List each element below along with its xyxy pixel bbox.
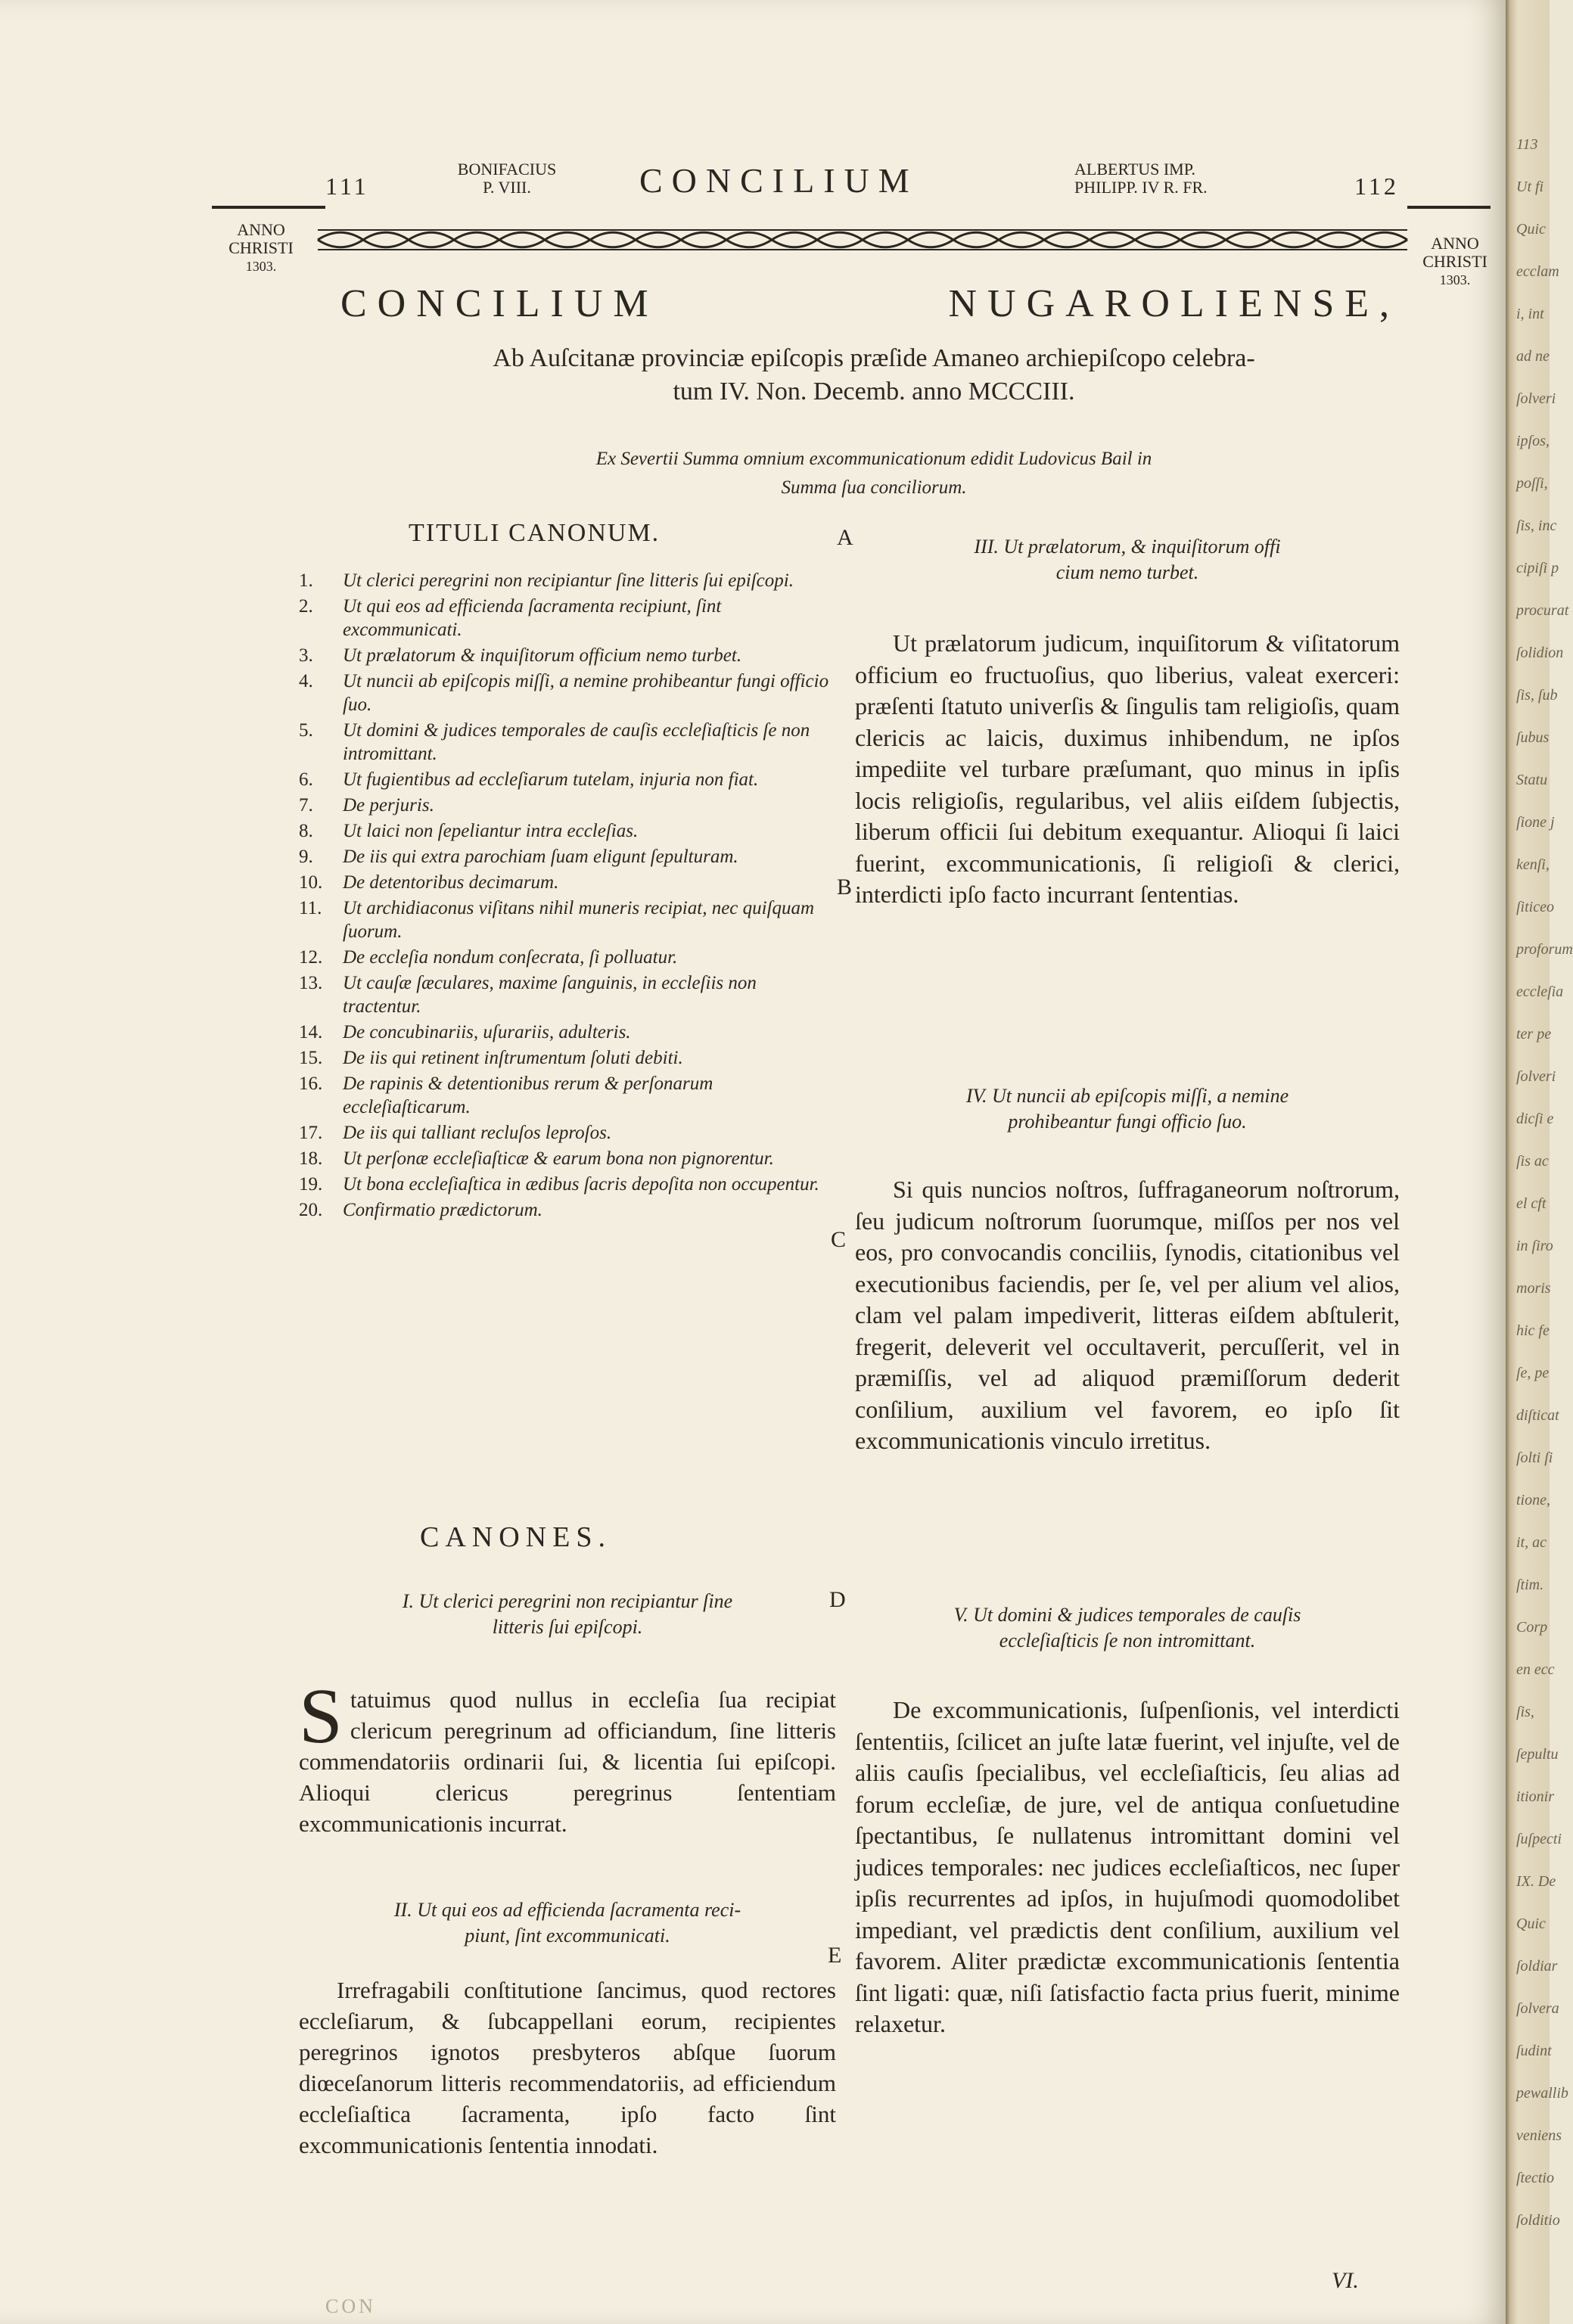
- tituli-item: [299, 644, 836, 667]
- facing-page-fragment: Quic: [1516, 221, 1546, 238]
- facing-page-fragment: el cft: [1516, 1195, 1547, 1212]
- tituli-number: 12.: [299, 947, 323, 968]
- tituli-item: [299, 1147, 836, 1170]
- tituli-list: [299, 569, 836, 1224]
- catchword: VI.: [1332, 2268, 1359, 2293]
- council-title: [340, 281, 1400, 326]
- anno-label: ANNO: [237, 220, 285, 239]
- facing-page-fragment: ſione j: [1516, 814, 1555, 831]
- tituli-item: [299, 971, 836, 1018]
- tituli-item: [299, 1072, 836, 1119]
- facing-page-fragment: ipſos,: [1516, 433, 1550, 449]
- tituli-item: [299, 946, 836, 969]
- tituli-item: [299, 569, 836, 592]
- tituli-text: Ut domini & judices temporales de cauſis eccleſiaſticis ſe non intromittant.: [343, 720, 810, 764]
- source-line: Summa ſua conciliorum.: [781, 477, 967, 498]
- header-rule-left: [212, 206, 325, 209]
- tituli-number: 9.: [299, 847, 313, 867]
- canon-2-body: Irrefragabili conſtitutione ſancimus, quod rectores eccleſiarum, & ſubcappellani eorum, recipientes peregrinos ignotos presbyteros abſque ſuorum diœceſanorum litteris recommendatoriis, ad efficiendum eccleſiaſtica ſacramenta, ipſo facto ſint excommunicationis ſententia innodati.: [299, 1977, 836, 2158]
- facing-page-fragment: 113: [1516, 136, 1538, 153]
- facing-page-fragment: ſubus: [1516, 729, 1550, 746]
- canon-title-line: eccleſiaſticis ſe non intromittant.: [999, 1630, 1256, 1651]
- facing-page-fragment: ſepultu: [1516, 1746, 1559, 1763]
- facing-page-fragment: Quic: [1516, 1915, 1546, 1932]
- tituli-text: De detentoribus decimarum.: [343, 872, 559, 893]
- facing-page-fragment: ecclam: [1516, 263, 1559, 280]
- facing-page-fragment: ſolditio: [1516, 2212, 1560, 2229]
- canon-2-title: [299, 1897, 836, 1949]
- tituli-item: [299, 896, 836, 943]
- facing-page-fragment: ſis, inc: [1516, 517, 1557, 534]
- tituli-text: De rapinis & detentionibus rerum & perſonarum eccleſiaſticarum.: [343, 1073, 713, 1117]
- tituli-number: 2.: [299, 596, 313, 617]
- tituli-number: 15.: [299, 1048, 323, 1068]
- facing-page-fragment: ſolvera: [1516, 2000, 1559, 2017]
- emperor-reign-label: [1074, 160, 1286, 197]
- facing-page-fragment: ſuſpecti: [1516, 1831, 1562, 1847]
- christi-label: CHRISTI: [228, 238, 294, 257]
- christi-label: CHRISTI: [1422, 252, 1488, 271]
- king-name: PHILIPP. IV R. FR.: [1074, 178, 1208, 197]
- tituli-item: [299, 1173, 836, 1196]
- tituli-item: [299, 1046, 836, 1070]
- tituli-number: 13.: [299, 973, 323, 993]
- canon-title-line: piunt, ſint excommunicati.: [465, 1925, 670, 1947]
- canon-1-body: [299, 1673, 836, 1839]
- facing-page-fragment: Corp: [1516, 1619, 1548, 1636]
- tituli-item: [299, 670, 836, 716]
- title-word-nugaroliense: NUGAROLIENSE,: [948, 282, 1400, 325]
- facing-page-fragment: ſtim.: [1516, 1577, 1544, 1593]
- pope-name: BONIFACIUS: [457, 160, 557, 179]
- subtitle-line: tum IV. Non. Decemb. anno MCCCIII.: [673, 377, 1075, 405]
- tituli-number: 11.: [299, 898, 322, 918]
- facing-page-fragment: en ecc: [1516, 1661, 1555, 1678]
- tituli-text: De perjuris.: [343, 795, 434, 816]
- facing-page-fragment: kenſi,: [1516, 856, 1550, 873]
- tituli-item: [299, 794, 836, 817]
- anno-label: ANNO: [1431, 234, 1479, 253]
- facing-page-fragment: tione,: [1516, 1492, 1550, 1508]
- tituli-text: De iis qui retinent inſtrumentum ſoluti debiti.: [343, 1048, 683, 1068]
- council-subtitle: [348, 342, 1400, 409]
- section-letter-e: E: [828, 1943, 842, 1968]
- facing-page-fragment: pewallib: [1516, 2085, 1568, 2102]
- tituli-number: 5.: [299, 720, 313, 741]
- facing-page-fragment: ſolveri: [1516, 390, 1556, 407]
- facing-page-fragment: proforum: [1516, 941, 1573, 958]
- canon-3-title: [855, 534, 1400, 586]
- tituli-text: Ut perſonæ eccleſiaſticæ & earum bona non pignorentur.: [343, 1148, 774, 1169]
- canon-3-body: Ut prælatorum judicum, inquiſitorum & viſitatorum officium eo fructuoſius, quo liberius, valeat exerceri: præſenti ſtatuto univerſis & ſingulis tam religioſis, quam clericis ac laicis, duximus inhibendum, ne ipſos impediite vel turbare præſumant, quo minus in ipſis locis religioſis, regularibus, vel aliis eiſdem ſubjectis, liberum officii ſui debitum exequantur. Alioqui ſi laici fuerint, excommunicationis, ſi religioſi & clerici, interdicti ipſo facto incurrant ſententias.: [855, 629, 1400, 908]
- source-note: [424, 445, 1324, 502]
- tituli-number: 19.: [299, 1174, 323, 1195]
- tituli-item: [299, 595, 836, 642]
- pope-number: P. VIII.: [483, 178, 531, 197]
- canon-5-title: [855, 1602, 1400, 1654]
- tituli-number: 18.: [299, 1148, 323, 1169]
- tituli-text: Ut qui eos ad efficienda ſacramenta recipiunt, ſint excommunicati.: [343, 596, 722, 640]
- facing-page-fragment: diſticat: [1516, 1407, 1559, 1424]
- facing-page-fragment: ſudint: [1516, 2043, 1552, 2059]
- tituli-number: 4.: [299, 671, 313, 691]
- facing-page-fragment: ſiticeo: [1516, 899, 1554, 915]
- facing-page-fragment: moris: [1516, 1280, 1551, 1297]
- facing-page-fragment: Ut fi: [1516, 179, 1544, 195]
- canon-title-line: litteris ſui epiſcopi.: [492, 1616, 643, 1638]
- facing-page-fragment: veniens: [1516, 2127, 1562, 2144]
- facing-page-fragment: i, int: [1516, 306, 1544, 322]
- facing-page-fragment: dicſi e: [1516, 1111, 1554, 1127]
- facing-page-fragment: IX. De: [1516, 1873, 1556, 1890]
- facing-page-fragment: in ſiro: [1516, 1238, 1553, 1254]
- facing-page-fragment: ſtectio: [1516, 2170, 1554, 2186]
- tituli-item: [299, 1021, 836, 1044]
- tituli-number: 16.: [299, 1073, 323, 1094]
- facing-page-fragment: ſis, ſub: [1516, 687, 1558, 704]
- anno-christi-left: [216, 221, 306, 275]
- source-line: Ex Severtii Summa omnium excommunicationum edidit Ludovicus Bail in: [595, 449, 1152, 469]
- facing-page-fragment: ſis ac: [1516, 1153, 1549, 1170]
- emperor-name: ALBERTUS IMP.: [1074, 160, 1196, 179]
- title-word-concilium: CONCILIUM: [340, 282, 659, 325]
- canon-title-line: IV. Ut nuncii ab epiſcopis miſſi, a nemine: [965, 1085, 1289, 1107]
- tituli-number: 20.: [299, 1200, 323, 1220]
- canon-4-title: [855, 1083, 1400, 1135]
- facing-page-fragment: poſſi,: [1516, 475, 1548, 492]
- page-number-left: 111: [325, 172, 369, 200]
- tituli-text: Ut nuncii ab epiſcopis miſſi, a nemine prohibeantur fungi officio ſuo.: [343, 671, 829, 715]
- tituli-text: De iis qui extra parochiam ſuam eligunt ſepulturam.: [343, 847, 738, 867]
- facing-page-fragment: ter pe: [1516, 1026, 1552, 1042]
- facing-page-fragment: eccleſia: [1516, 983, 1564, 1000]
- pope-reign-label: [439, 160, 575, 197]
- tituli-number: 7.: [299, 795, 313, 816]
- canon-title-line: V. Ut domini & judices temporales de cauſis: [953, 1604, 1301, 1626]
- facing-page-fragment: hic fe: [1516, 1322, 1550, 1339]
- canon-title-line: I. Ut clerici peregrini non recipiantur ſine: [402, 1590, 733, 1612]
- tituli-text: De iis qui talliant recluſos leproſos.: [343, 1123, 612, 1143]
- tituli-text: Ut archidiaconus viſitans nihil muneris recipiat, nec quiſquam ſuorum.: [343, 898, 815, 942]
- tituli-number: 6.: [299, 769, 313, 790]
- section-letter-d: D: [829, 1587, 846, 1612]
- tituli-number: 8.: [299, 821, 313, 841]
- tituli-text: Ut fugientibus ad eccleſiarum tutelam, injuria non fiat.: [343, 769, 759, 790]
- tituli-item: [299, 768, 836, 791]
- canon-title-line: II. Ut qui eos ad efficienda ſacramenta reci-: [393, 1899, 741, 1921]
- anno-christi-right: [1413, 235, 1497, 289]
- tituli-number: 3.: [299, 645, 313, 666]
- tituli-text: De eccleſia nondum conſecrata, ſi polluatur.: [343, 947, 678, 968]
- facing-page-fragment: ſolveri: [1516, 1068, 1556, 1085]
- tituli-text: Ut laici non ſepeliantur intra eccleſias.: [343, 821, 639, 841]
- tituli-number: 1.: [299, 570, 313, 591]
- header-rule-right: [1407, 206, 1491, 209]
- facing-page-fragment: it, ac: [1516, 1534, 1547, 1551]
- canon-title-line: cium nemo turbet.: [1055, 561, 1199, 583]
- anno-year: 1303.: [1439, 272, 1471, 287]
- tituli-text: Ut clerici peregrini non recipiantur ſine litteris ſui epiſcopi.: [343, 570, 794, 591]
- facing-page-fragment: ad ne: [1516, 348, 1550, 365]
- facing-page-edge: [1506, 0, 1573, 2324]
- canon-5-body: De excommunicationis, ſuſpenſionis, vel interdicti ſententiis, ſcilicet an juſte latæ fuerint, vel injuſte, vel de aliis cauſis ſpecialibus, vel eccleſiaſticis, ſeu alias ad forum eccleſiæ, de jure, vel de antiqua conſuetudine ſpectantibus, ſe nullatenus intromittant domini vel judices temporales: nec judices eccleſiaſticos, nec ſuper ipſis recurrentes ad ipſos, in hujuſmodi quomodolibet impediant, vel prædictis dent conſilium, auxilium vel favorem. Aliter prædictæ excommunicationis ſententia ſint ligati: quæ, niſi ſatisfactio facta prius fuerit, minime relaxetur.: [855, 1696, 1400, 2037]
- bleed-through-text: CON: [325, 2295, 376, 2317]
- facing-page-fragment: ſe, pe: [1516, 1365, 1550, 1381]
- tituli-heading: TITULI CANONUM.: [409, 519, 661, 547]
- facing-page-fragment: ſis,: [1516, 1704, 1534, 1720]
- facing-page-fragment: ſoldiar: [1516, 1958, 1558, 1974]
- facing-page-fragment: ſolidion: [1516, 645, 1564, 661]
- tituli-item: [299, 871, 836, 894]
- tituli-text: Confirmatio prædictorum.: [343, 1200, 542, 1220]
- tituli-item: [299, 819, 836, 843]
- tituli-item: [299, 845, 836, 868]
- facing-page-fragment: ſolti ſi: [1516, 1449, 1553, 1466]
- tituli-number: 14.: [299, 1022, 323, 1042]
- tituli-text: De concubinariis, uſurariis, adulteris.: [343, 1022, 631, 1042]
- canon-1-title: [299, 1589, 836, 1640]
- section-letter-a: A: [837, 525, 853, 550]
- canones-heading: CANONES.: [420, 1521, 611, 1553]
- canon-title-line: prohibeantur fungi officio ſuo.: [1008, 1111, 1247, 1132]
- tituli-number: 17.: [299, 1123, 323, 1143]
- section-letter-c: C: [831, 1227, 847, 1252]
- subtitle-line: Ab Auſcitanæ provinciæ epiſcopis præſide Amaneo archiepiſcopo celebra-: [493, 344, 1255, 372]
- tituli-number: 10.: [299, 872, 323, 893]
- tituli-item: [299, 719, 836, 766]
- tituli-item: [299, 1121, 836, 1145]
- running-title: CONCILIUM: [639, 161, 919, 200]
- canon-4-body: Si quis nuncios noſtros, ſuffraganeorum noſtrorum, ſeu judicum noſtrorum ſuorumque, miſſos per nos vel eos, pro convocandis conciliis, ſynodis, citationibus vel executionibus faciendis, per ſe, vel per alium vel alios, clam vel palam impediverit, litteras eiſdem abſtulerit, fregerit, deleverit vel occultaverit, percuſſerit, vel in præmiſſis, vel ad aliquod præmiſſorum dederit conſilium, auxilium vel favorem, eo ipſo ſit excommunicationis vinculo irretitus.: [855, 1176, 1400, 1454]
- tituli-text: Ut prælatorum & inquiſitorum officium nemo turbet.: [343, 645, 742, 666]
- tituli-text: Ut cauſæ ſæculares, maxime ſanguinis, in eccleſiis non tractentur.: [343, 973, 757, 1017]
- facing-page-fragment: procurat: [1516, 602, 1569, 619]
- tituli-text: Ut bona eccleſiaſtica in ædibus ſacris depoſita non occupentur.: [343, 1174, 819, 1195]
- section-letter-b: B: [837, 875, 853, 899]
- drop-cap: S: [299, 1673, 343, 1760]
- facing-page-fragment: Statu: [1516, 772, 1548, 788]
- page-number-right: 112: [1354, 172, 1399, 200]
- canon-title-line: III. Ut prælatorum, & inquiſitorum offi: [974, 536, 1281, 558]
- canon-1-text: tatuimus quod nullus in eccleſia ſua recipiat clericum peregrinum ad officiandum, ſine litteris commendatoriis ordinarii ſui, & licentia ſui epiſcopi. Alioqui clericus peregrinus ſententiam excommunicationis incurrat.: [299, 1686, 836, 1837]
- facing-page-fragment: itionir: [1516, 1788, 1555, 1805]
- ornamental-band: [318, 228, 1407, 251]
- facing-page-fragment: cipiſi p: [1516, 560, 1559, 576]
- tituli-item: [299, 1198, 836, 1222]
- anno-year: 1303.: [245, 259, 277, 274]
